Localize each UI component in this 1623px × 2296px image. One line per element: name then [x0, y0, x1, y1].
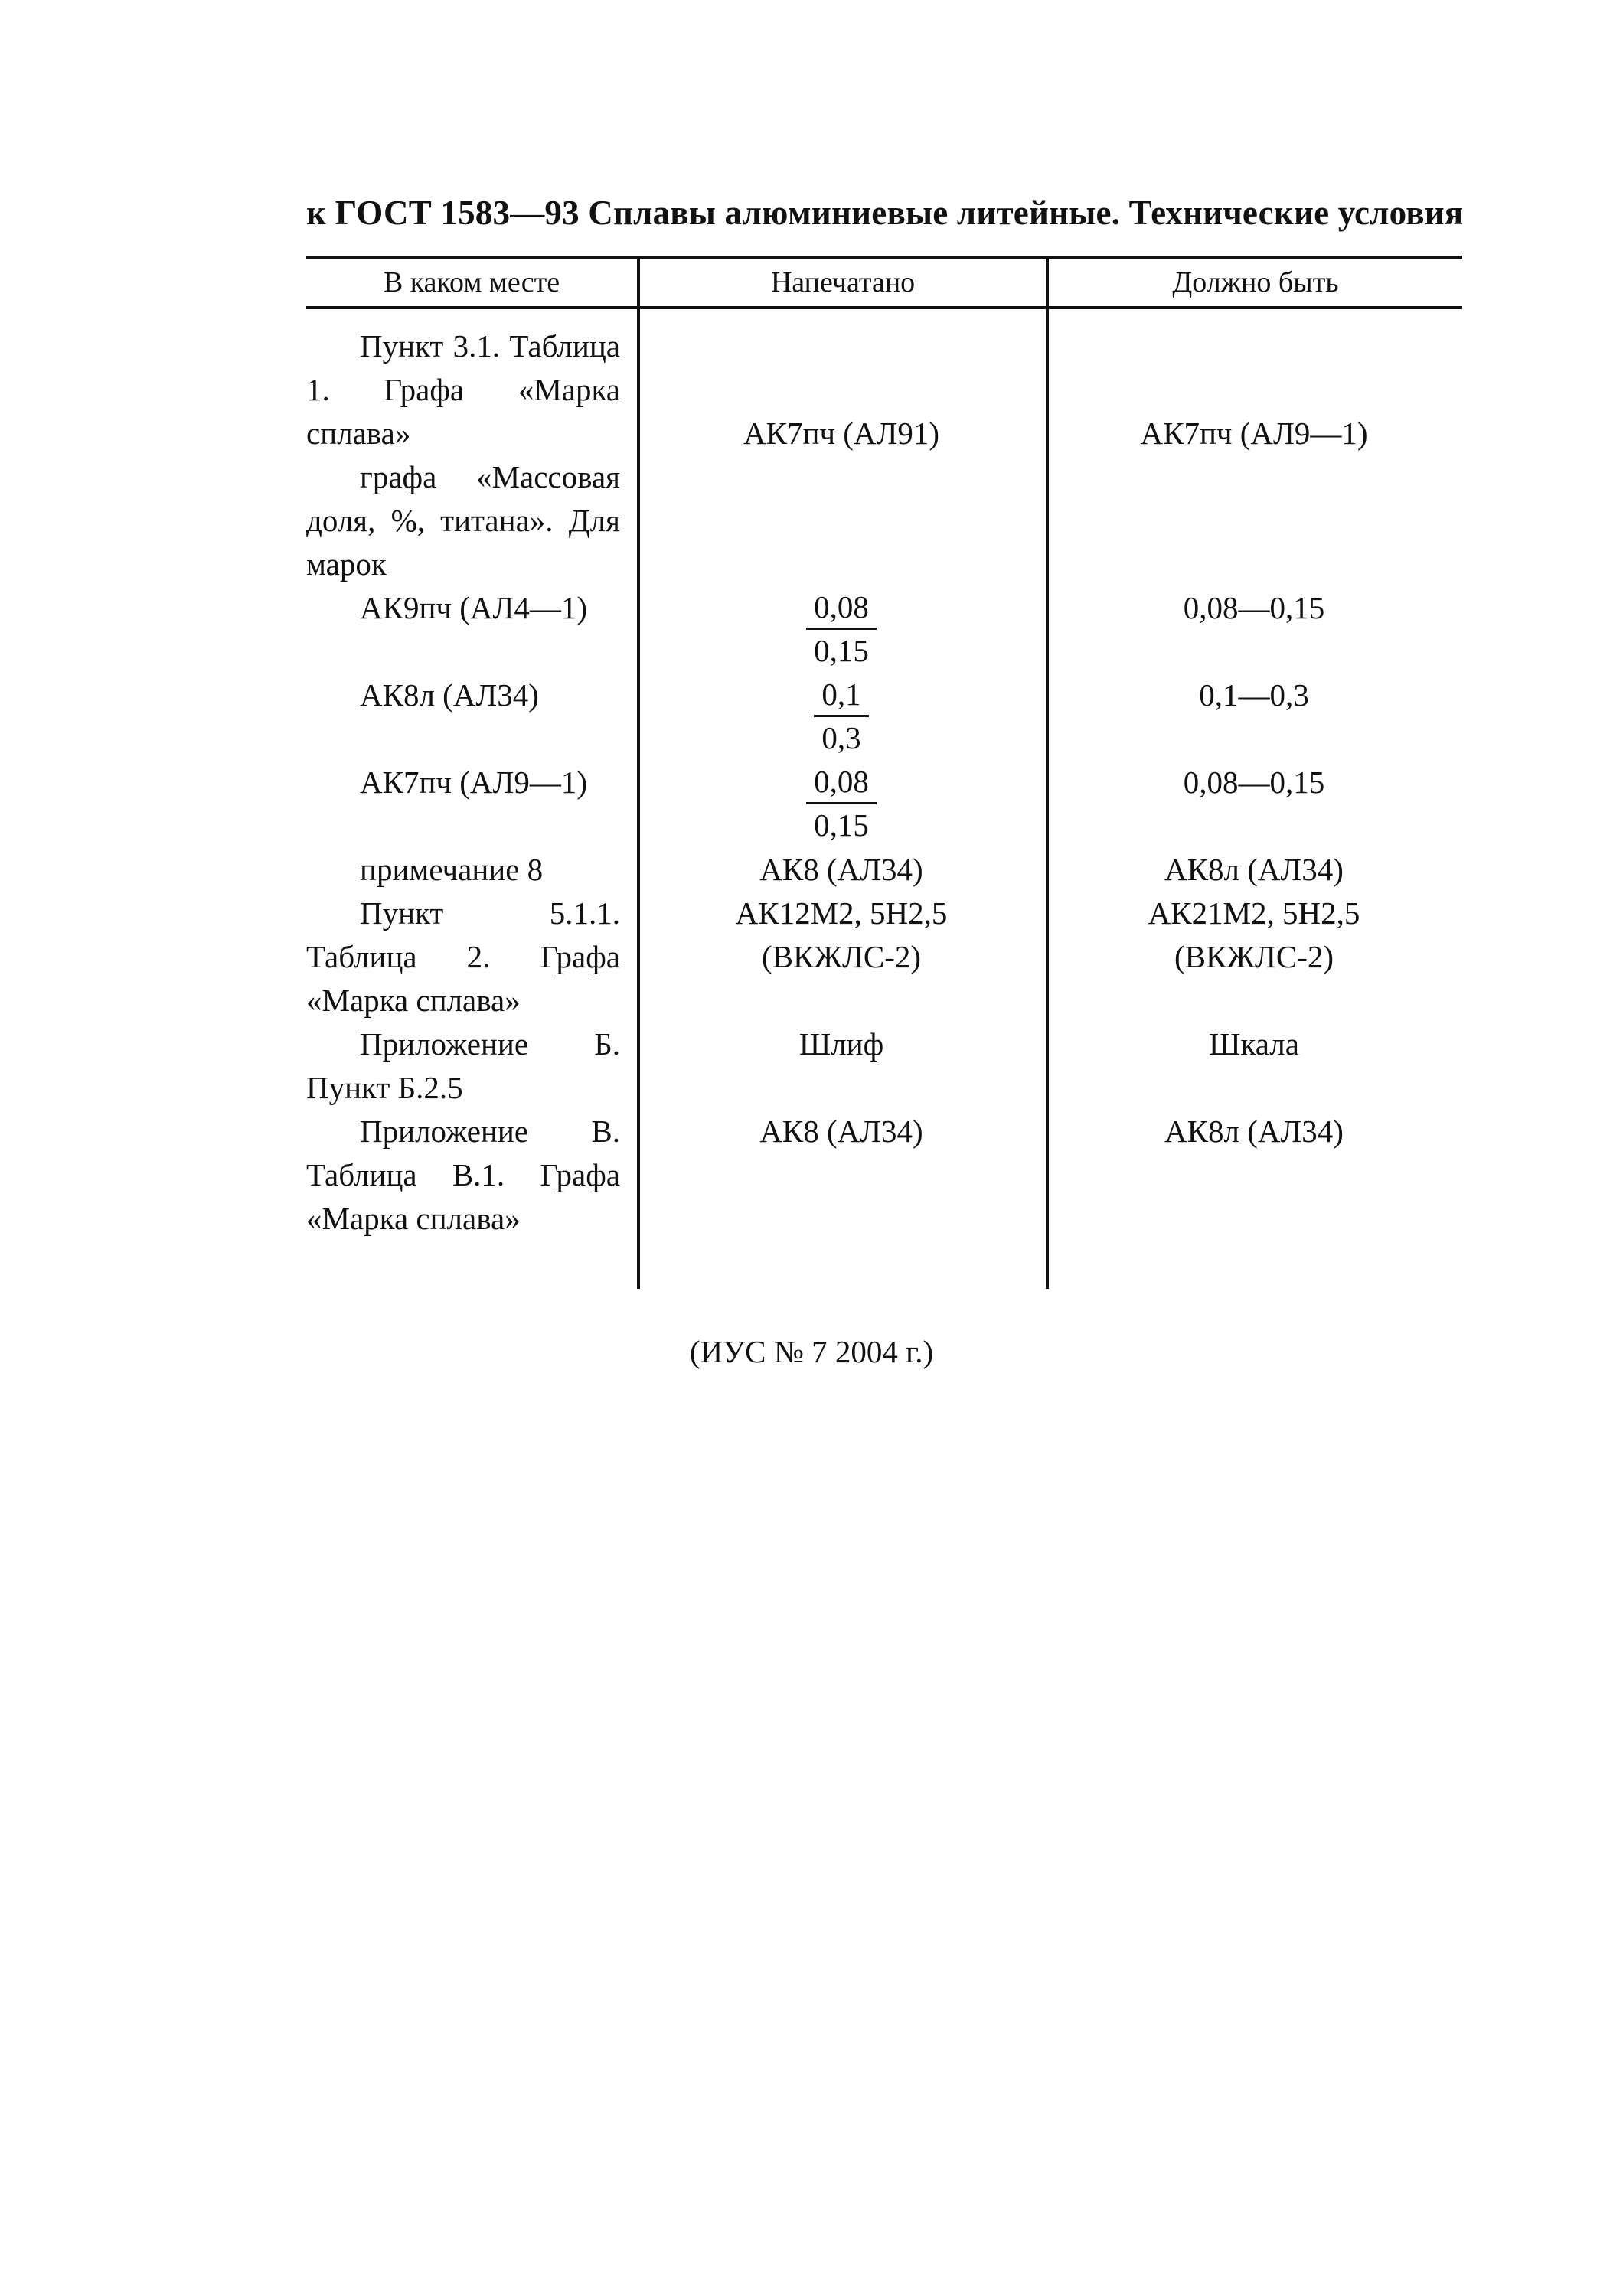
fraction: [806, 586, 877, 671]
row-should-be: АК7пч (АЛ9—1): [1140, 416, 1368, 451]
correction-table: [306, 256, 1462, 1289]
row-printed: [637, 673, 1046, 760]
row-place: графа «Массовая доля, %, титана». Для марок: [306, 459, 620, 582]
row-place: Приложение Б. Пункт Б.2.5: [306, 1026, 620, 1105]
header-should-be: Должно быть: [1172, 266, 1339, 298]
row-place: АК7пч (АЛ9—1): [360, 765, 587, 800]
fraction-denominator: 0,3: [821, 720, 861, 755]
fraction: [814, 673, 868, 758]
should-line-2: (ВКЖЛС-2): [1174, 939, 1334, 974]
row-place: Приложение В. Таблица В.1. Графа «Марка сплава»: [306, 1114, 620, 1236]
row-place: примечание 8: [360, 852, 544, 887]
header-printed: Напечатано: [770, 266, 916, 298]
row-printed: АК7пч (АЛ91): [743, 416, 939, 451]
header-place: В каком месте: [383, 266, 560, 298]
table-header-rule: [306, 306, 1462, 309]
fraction-numerator: 0,1: [814, 673, 868, 717]
row-place: Пункт 3.1. Таблица 1. Графа «Марка сплава»: [306, 328, 620, 451]
row-printed: [637, 586, 1046, 673]
row-place: АК9пч (АЛ4—1): [360, 590, 587, 625]
fraction: [806, 761, 877, 846]
row-printed: [637, 892, 1046, 979]
row-printed: Шлиф: [798, 1026, 884, 1062]
document-title: к ГОСТ 1583—93 Сплавы алюминиевые литейные. Технические условия: [306, 194, 1464, 232]
fraction-numerator: 0,08: [806, 586, 877, 630]
fraction-denominator: 0,15: [814, 633, 869, 668]
row-printed: АК8 (АЛ34): [759, 1114, 923, 1149]
row-should-be: 0,08—0,15: [1183, 765, 1325, 800]
printed-line-1: АК12М2, 5Н2,5: [735, 895, 948, 931]
printed-line-2: (ВКЖЛС-2): [761, 939, 922, 974]
row-place: АК8л (АЛ34): [360, 677, 539, 713]
should-line-1: АК21М2, 5Н2,5: [1148, 895, 1360, 931]
fraction-denominator: 0,15: [814, 807, 869, 843]
row-should-be: 0,08—0,15: [1183, 590, 1325, 625]
row-should-be: 0,1—0,3: [1199, 677, 1309, 713]
row-place: Пункт 5.1.1. Таблица 2. Графа «Марка сплава»: [306, 895, 620, 1018]
row-printed: [637, 761, 1046, 847]
row-should-be: Шкала: [1209, 1026, 1299, 1062]
row-should-be: АК8л (АЛ34): [1164, 852, 1344, 887]
row-printed: АК8 (АЛ34): [759, 852, 923, 887]
fraction-numerator: 0,08: [806, 761, 877, 804]
source-note: (ИУС № 7 2004 г.): [689, 1334, 934, 1369]
row-should-be: [1046, 892, 1462, 979]
row-should-be: АК8л (АЛ34): [1164, 1114, 1344, 1149]
